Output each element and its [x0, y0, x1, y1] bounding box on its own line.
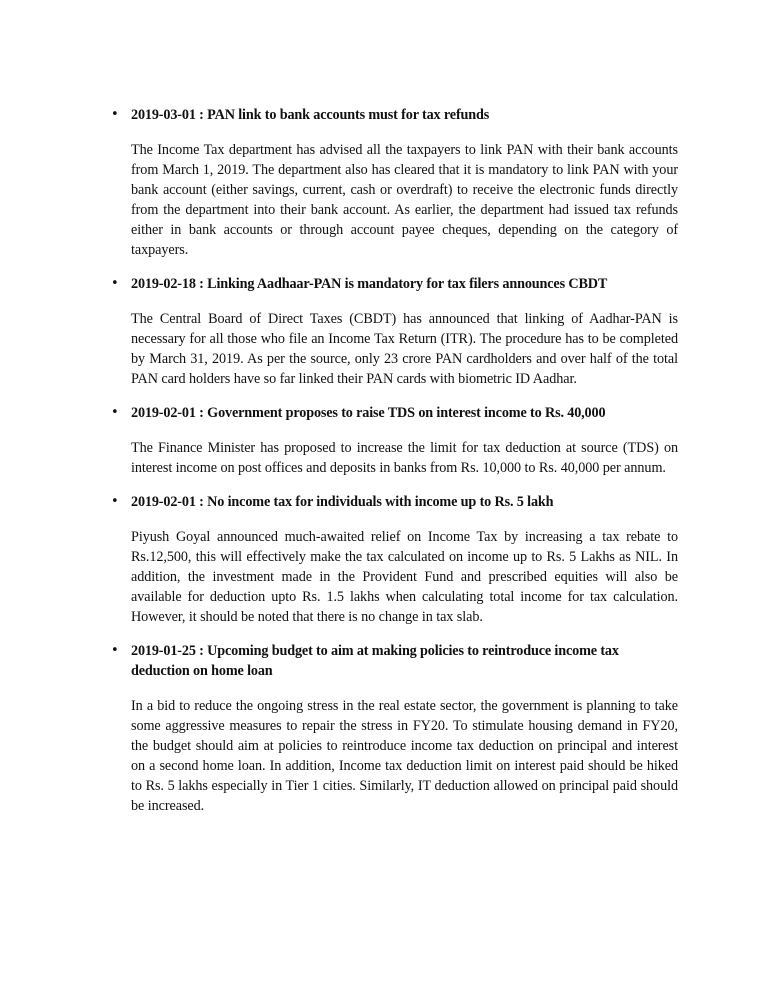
news-paragraph: In a bid to reduce the ongoing stress in the real estate sector, the government is planning to take some aggressive measures to repair the stress in FY20. To stimulate housing demand in FY20, the budget should aim at policies to reintroduce income tax deduction on principal and interest on a second home loan. In addition, Income tax deduction limit on interest paid should be hiked to Rs. 5 lakhs especially in Tier 1 cities. Similarly, IT deduction allowed on principal paid should be increased. [131, 698, 678, 814]
news-paragraph: The Income Tax department has advised all the taxpayers to link PAN with their bank accounts from March 1, 2019. The department also has cleared that it is mandatory to link PAN with your bank account (either savings, current, cash or overdraft) to receive the electronic funds directly from the department into their bank account. As earlier, the department had issued tax refunds either in bank accounts or through account payee cheques, depending on the category of taxpayers. [131, 142, 678, 258]
news-heading: 2019-02-01 : No income tax for individuals with income up to Rs. 5 lakh [131, 494, 554, 510]
news-list [108, 105, 678, 816]
news-heading: 2019-02-01 : Government proposes to raise TDS on interest income to Rs. 40,000 [131, 405, 606, 421]
bullet-icon: • [111, 405, 119, 420]
list-item [108, 492, 678, 627]
news-paragraph: Piyush Goyal announced much-awaited relief on Income Tax by increasing a tax rebate to Rs.12,500, this will effectively make the tax calculated on income up to Rs. 5 Lakhs as NIL. In addition, the investment made in the Provident Fund and prescribed equities will also be available for deduction upto Rs. 1.5 lakhs when calculating total income for tax calculation. However, it should be noted that there is no change in tax slab. [131, 529, 678, 625]
list-item-content [131, 403, 678, 478]
bullet-icon: • [111, 643, 119, 658]
list-item [108, 274, 678, 389]
list-item-content [131, 492, 678, 627]
news-heading: 2019-02-18 : Linking Aadhaar-PAN is mandatory for tax filers announces CBDT [131, 276, 608, 292]
list-item [108, 641, 678, 816]
news-paragraph: The Central Board of Direct Taxes (CBDT) has announced that linking of Aadhar-PAN is necessary for all those who file an Income Tax Return (ITR). The procedure has to be completed by March 31, 2019. As per the source, only 23 crore PAN cardholders and over half of the total PAN card holders have so far linked their PAN cards with biometric ID Aadhar. [131, 311, 678, 387]
bullet-icon: • [111, 276, 119, 291]
list-item [108, 403, 678, 478]
news-paragraph: The Finance Minister has proposed to increase the limit for tax deduction at source (TDS) on interest income on post offices and deposits in banks from Rs. 10,000 to Rs. 40,000 per annum. [131, 440, 678, 476]
news-heading: 2019-03-01 : PAN link to bank accounts must for tax refunds [131, 107, 490, 123]
list-item-content [131, 105, 678, 260]
list-item [108, 105, 678, 260]
list-item-content [131, 641, 678, 816]
bullet-icon: • [111, 494, 119, 509]
list-item-content [131, 274, 678, 389]
bullet-icon: • [111, 107, 119, 122]
news-heading: 2019-01-25 : Upcoming budget to aim at making policies to reintroduce income tax deduction on home loan [131, 643, 619, 679]
